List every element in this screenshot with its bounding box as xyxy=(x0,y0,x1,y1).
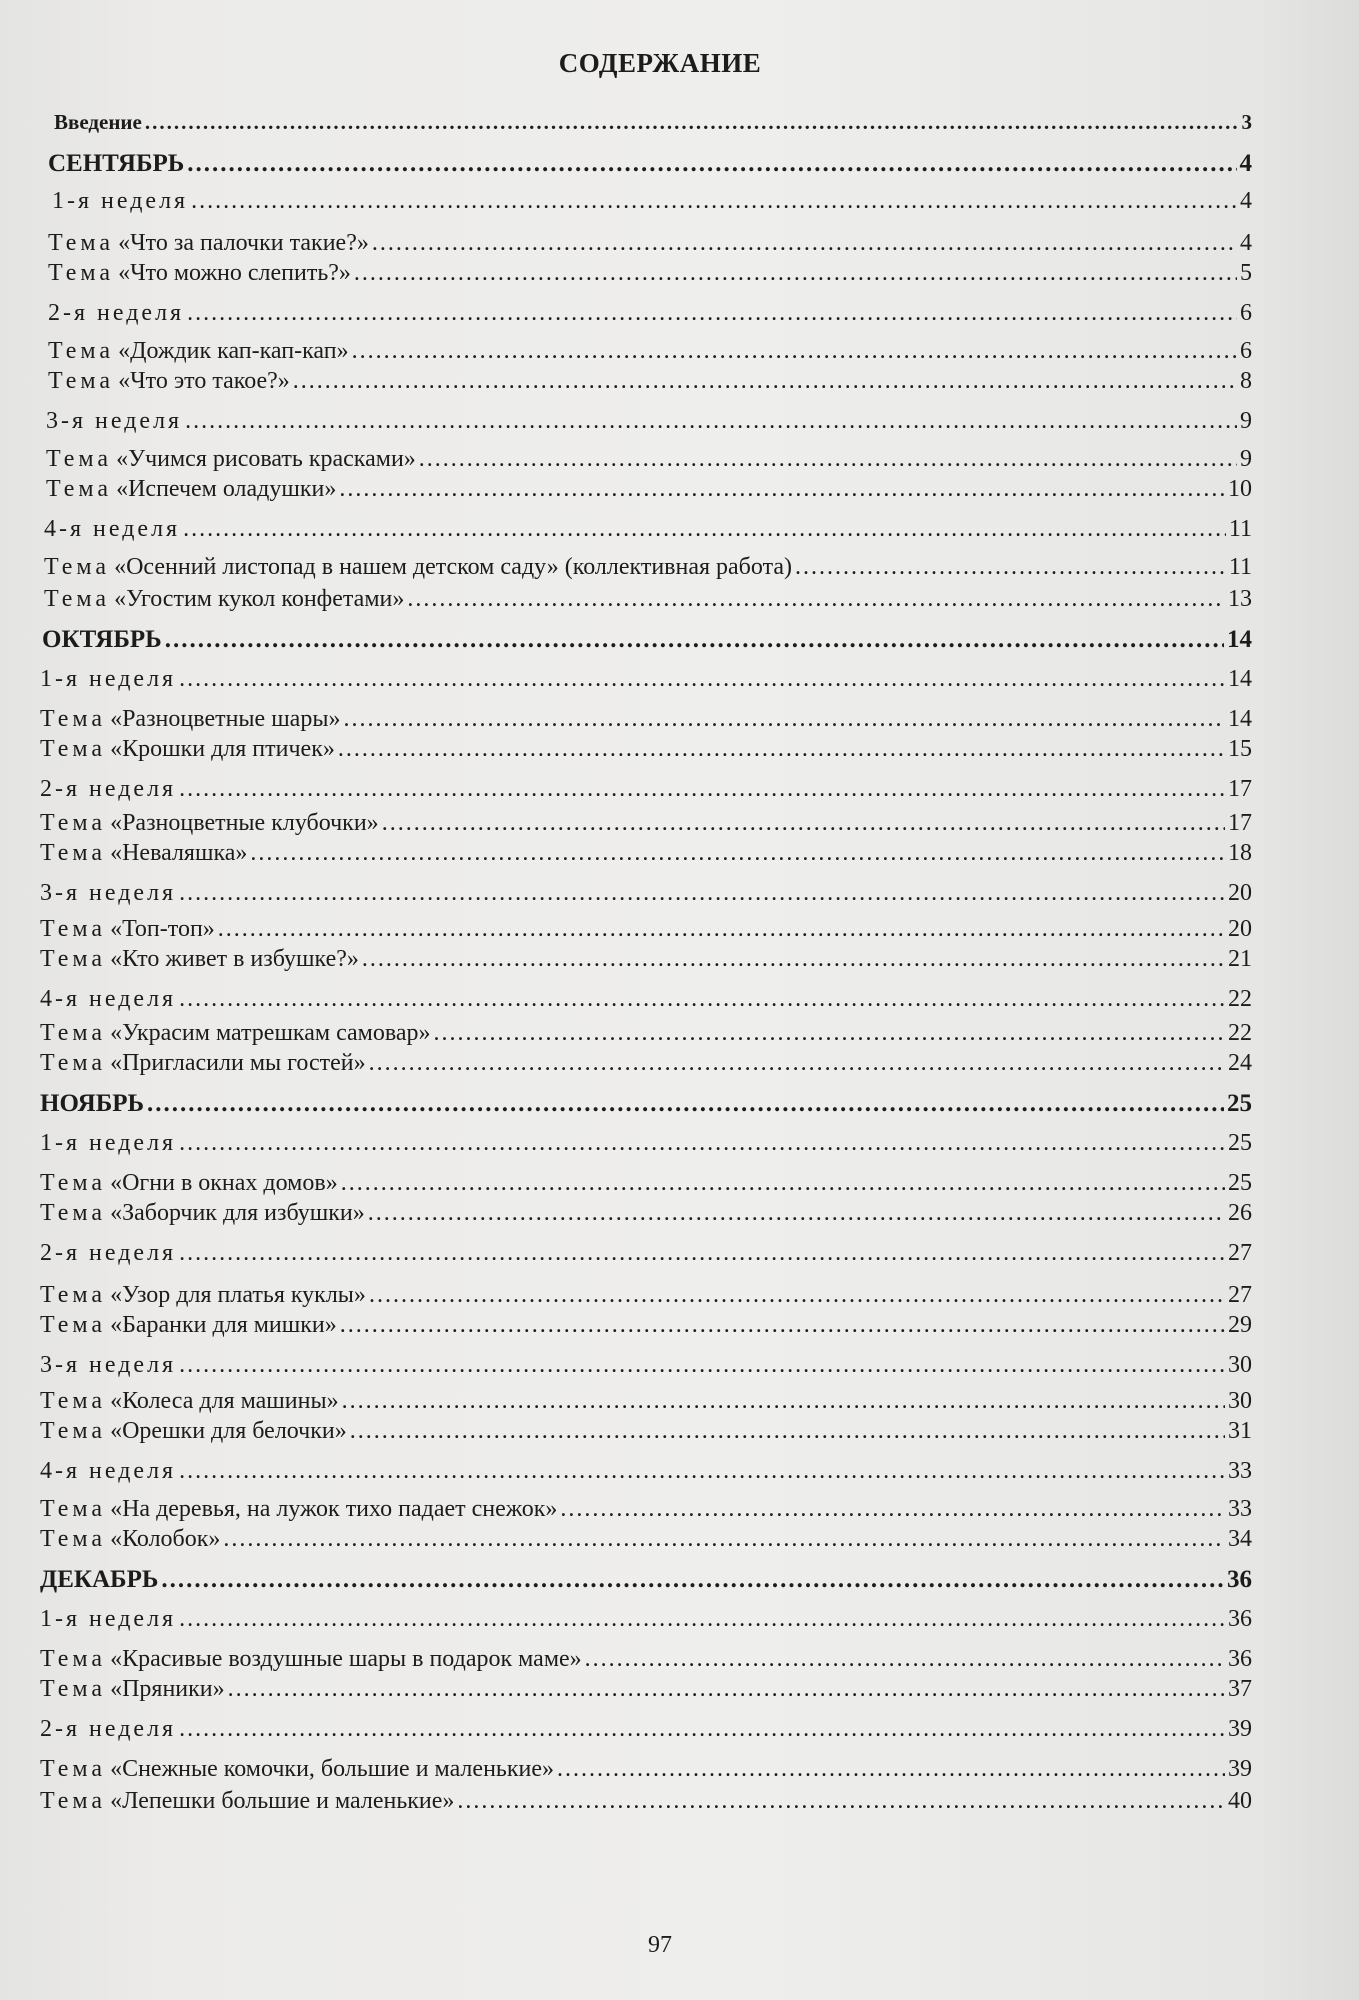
toc-entry-page: 37 xyxy=(1228,1676,1252,1702)
toc-entry-label xyxy=(40,946,359,973)
topic-title: «Колобок» xyxy=(110,1526,221,1552)
topic-title: «Что это такое?» xyxy=(118,368,290,394)
toc-entry-31 xyxy=(40,1200,1252,1230)
topic-title: «Баранки для мишки» xyxy=(110,1312,337,1338)
page-title: СОДЕРЖАНИЕ xyxy=(558,48,762,78)
toc-entry-label: ОКТЯБРЬ xyxy=(42,626,162,653)
toc-entry-label: НОЯБРЬ xyxy=(40,1090,145,1117)
toc-entry-page: 33 xyxy=(1228,1458,1252,1484)
topic-prefix: Тема xyxy=(40,1312,107,1338)
toc-entry-25 xyxy=(40,986,1252,1016)
toc-entry-10 xyxy=(46,446,1252,476)
dot-leader xyxy=(179,776,1225,803)
toc-entry-page: 25 xyxy=(1228,1170,1252,1196)
toc-entry-label: СЕНТЯБРЬ xyxy=(48,150,185,177)
topic-title: «На деревья, на лужок тихо падает снежок» xyxy=(110,1496,558,1522)
topic-prefix: Тема xyxy=(40,810,107,836)
toc-entry-page: 14 xyxy=(1227,626,1252,653)
toc-entry-page: 17 xyxy=(1228,776,1252,802)
toc-entry-page: 39 xyxy=(1228,1716,1252,1742)
toc-entry-page: 29 xyxy=(1228,1312,1252,1338)
dot-leader xyxy=(183,516,1226,543)
toc-entry-label xyxy=(40,1676,225,1703)
dot-leader xyxy=(369,1282,1225,1309)
toc-entry-46 xyxy=(40,1756,1252,1786)
dot-leader xyxy=(223,1526,1225,1553)
toc-entry-40 xyxy=(40,1526,1252,1556)
toc-entry-18 xyxy=(40,736,1252,766)
dot-leader xyxy=(179,880,1225,907)
dot-leader xyxy=(187,150,1236,178)
topic-title: «Пригласили мы гостей» xyxy=(110,1050,366,1076)
toc-entry-33 xyxy=(40,1282,1252,1312)
topic-title: «Что можно слепить?» xyxy=(118,260,351,286)
toc-entry-label xyxy=(46,446,416,473)
topic-title: «Узор для платья куклы» xyxy=(110,1282,366,1308)
dot-leader xyxy=(352,338,1237,365)
toc-entry-label: 4-я неделя xyxy=(40,986,177,1012)
toc-entry-page: 34 xyxy=(1228,1526,1252,1552)
dot-leader xyxy=(339,476,1225,503)
toc-entry-label xyxy=(40,1312,337,1339)
page-number: 97 xyxy=(648,1932,672,1958)
dot-leader xyxy=(434,1020,1225,1047)
toc-entry-page: 22 xyxy=(1228,986,1252,1012)
dot-leader xyxy=(250,840,1225,867)
toc-entry-label xyxy=(44,586,404,613)
toc-entry-label: 1-я неделя xyxy=(40,1130,177,1156)
dot-leader xyxy=(407,586,1225,613)
toc-entry-page: 25 xyxy=(1227,1090,1252,1117)
toc-entry-label xyxy=(40,706,340,733)
topic-title: «Пряники» xyxy=(110,1676,225,1702)
dot-leader xyxy=(179,1240,1225,1267)
toc-entry-13 xyxy=(44,554,1252,584)
dot-leader xyxy=(795,554,1226,581)
toc-entry-12 xyxy=(44,516,1252,546)
toc-entry-45 xyxy=(40,1716,1252,1746)
toc-entry-page: 14 xyxy=(1228,666,1252,692)
topic-prefix: Тема xyxy=(40,1788,107,1814)
topic-prefix: Тема xyxy=(40,1020,107,1046)
dot-leader xyxy=(350,1418,1225,1445)
toc-entry-page: 22 xyxy=(1228,1020,1252,1046)
toc-entry-page: 27 xyxy=(1228,1240,1252,1266)
toc-entry-30 xyxy=(40,1170,1252,1200)
dot-leader xyxy=(218,916,1225,943)
topic-title: «Красивые воздушные шары в подарок маме» xyxy=(110,1646,582,1672)
toc-entry-page: 13 xyxy=(1228,586,1252,612)
topic-title: «Дождик кап-кап-кап» xyxy=(118,338,349,364)
toc-entry-9 xyxy=(46,408,1252,438)
topic-title: «Осенний листопад в нашем детском саду» (коллективная работа) xyxy=(114,554,792,580)
toc-entry-label xyxy=(40,1050,366,1077)
toc-entry-page: 36 xyxy=(1227,1566,1252,1593)
dot-leader xyxy=(369,1050,1225,1077)
toc-entry-41 xyxy=(40,1566,1252,1596)
topic-prefix: Тема xyxy=(48,338,115,364)
toc-entry-8 xyxy=(48,368,1252,398)
toc-entry-3 xyxy=(52,188,1252,218)
toc-entry-label xyxy=(40,916,215,943)
dot-leader xyxy=(179,1458,1225,1485)
topic-prefix: Тема xyxy=(48,368,115,394)
dot-leader xyxy=(338,736,1225,763)
toc-entry-page: 3 xyxy=(1241,110,1252,134)
toc-entry-label xyxy=(40,1170,338,1197)
toc-entry-37 xyxy=(40,1418,1252,1448)
toc-entry-23 xyxy=(40,916,1252,946)
dot-leader xyxy=(179,1606,1225,1633)
toc-entry-19 xyxy=(40,776,1252,806)
dot-leader xyxy=(372,230,1237,257)
toc-entry-label xyxy=(40,1418,347,1445)
dot-leader xyxy=(382,810,1225,837)
topic-prefix: Тема xyxy=(40,1170,107,1196)
toc-entry-39 xyxy=(40,1496,1252,1526)
dot-leader xyxy=(419,446,1237,473)
toc-entry-label xyxy=(44,554,792,581)
topic-prefix: Тема xyxy=(40,916,107,942)
toc-entry-page: 27 xyxy=(1228,1282,1252,1308)
toc-entry-page: 21 xyxy=(1228,946,1252,972)
toc-entry-26 xyxy=(40,1020,1252,1050)
toc-entry-14 xyxy=(44,586,1252,616)
dot-leader xyxy=(354,260,1237,287)
toc-entry-page: 20 xyxy=(1228,916,1252,942)
toc-entry-label xyxy=(40,810,379,837)
toc-entry-29 xyxy=(40,1130,1252,1160)
toc-entry-label: 4-я неделя xyxy=(44,516,181,542)
topic-title: «Украсим матрешкам самовар» xyxy=(110,1020,431,1046)
toc-entry-page: 25 xyxy=(1228,1130,1252,1156)
topic-prefix: Тема xyxy=(40,1646,107,1672)
toc-entry-page: 10 xyxy=(1228,476,1252,502)
topic-prefix: Тема xyxy=(44,554,111,580)
topic-prefix: Тема xyxy=(40,1496,107,1522)
toc-entry-label: 2-я неделя xyxy=(48,300,185,326)
topic-prefix: Тема xyxy=(40,946,107,972)
toc-entry-label xyxy=(40,1200,365,1227)
topic-prefix: Тема xyxy=(40,1756,107,1782)
toc-entry-page: 6 xyxy=(1240,300,1252,326)
toc-entry-page: 24 xyxy=(1228,1050,1252,1076)
toc-entry-label xyxy=(48,368,290,395)
toc-entry-6 xyxy=(48,300,1252,330)
dot-leader xyxy=(145,110,1239,135)
dot-leader xyxy=(165,626,1224,654)
toc-entry-label xyxy=(40,1020,431,1047)
toc-entry-7 xyxy=(48,338,1252,368)
dot-leader xyxy=(457,1788,1225,1815)
topic-title: «Кто живет в избушке?» xyxy=(110,946,359,972)
toc-entry-page: 5 xyxy=(1240,260,1252,286)
toc-entry-label: 2-я неделя xyxy=(40,1716,177,1742)
toc-entry-17 xyxy=(40,706,1252,736)
topic-title: «Что за палочки такие?» xyxy=(118,230,369,256)
dot-leader xyxy=(368,1200,1225,1227)
toc-entry-page: 11 xyxy=(1228,516,1252,542)
toc-entry-label xyxy=(40,1788,454,1815)
toc-entry-21 xyxy=(40,840,1252,870)
toc-entry-label: 4-я неделя xyxy=(40,1458,177,1484)
topic-prefix: Тема xyxy=(46,476,113,502)
toc-entry-28 xyxy=(40,1090,1252,1120)
toc-entry-4 xyxy=(48,230,1252,260)
toc-entry-15 xyxy=(42,626,1252,656)
toc-entry-page: 20 xyxy=(1228,880,1252,906)
topic-prefix: Тема xyxy=(46,446,113,472)
topic-title: «Заборчик для избушки» xyxy=(110,1200,365,1226)
toc-entry-label: 1-я неделя xyxy=(40,666,177,692)
toc-entry-42 xyxy=(40,1606,1252,1636)
topic-prefix: Тема xyxy=(40,1282,107,1308)
topic-prefix: Тема xyxy=(40,706,107,732)
topic-title: «Учимся рисовать красками» xyxy=(116,446,416,472)
dot-leader xyxy=(179,666,1225,693)
toc-entry-page: 40 xyxy=(1228,1788,1252,1814)
topic-prefix: Тема xyxy=(40,840,107,866)
toc-entry-page: 26 xyxy=(1228,1200,1252,1226)
dot-leader xyxy=(293,368,1237,395)
toc-entry-label: 3-я неделя xyxy=(46,408,183,434)
topic-prefix: Тема xyxy=(40,736,107,762)
topic-title: «Орешки для белочки» xyxy=(110,1418,347,1444)
toc-entry-label: Введение xyxy=(54,110,142,134)
toc-entry-label xyxy=(40,1526,220,1553)
toc-entry-32 xyxy=(40,1240,1252,1270)
toc-entry-35 xyxy=(40,1352,1252,1382)
toc-entry-11 xyxy=(46,476,1252,506)
topic-prefix: Тема xyxy=(40,1526,107,1552)
dot-leader xyxy=(342,1388,1225,1415)
toc-entry-label: 3-я неделя xyxy=(40,1352,177,1378)
topic-prefix: Тема xyxy=(48,230,115,256)
toc-entry-page: 6 xyxy=(1240,338,1252,364)
toc-entry-label xyxy=(40,1646,582,1673)
dot-leader xyxy=(179,1352,1225,1379)
topic-prefix: Тема xyxy=(40,1200,107,1226)
toc-entry-page: 14 xyxy=(1228,706,1252,732)
toc-entry-34 xyxy=(40,1312,1252,1342)
topic-prefix: Тема xyxy=(40,1418,107,1444)
dot-leader xyxy=(341,1170,1225,1197)
topic-title: «Неваляшка» xyxy=(110,840,248,866)
toc-entry-22 xyxy=(40,880,1252,910)
toc-entry-24 xyxy=(40,946,1252,976)
toc-entry-47 xyxy=(40,1788,1252,1818)
topic-title: «Крошки для птичек» xyxy=(110,736,335,762)
dot-leader xyxy=(191,188,1237,215)
dot-leader xyxy=(179,986,1225,1013)
toc-entry-5 xyxy=(48,260,1252,290)
toc-entry-2 xyxy=(48,150,1252,180)
toc-entry-page: 15 xyxy=(1228,736,1252,762)
dot-leader xyxy=(187,300,1237,327)
dot-leader xyxy=(557,1756,1225,1783)
toc-entry-label xyxy=(40,1756,554,1783)
dot-leader xyxy=(179,1716,1225,1743)
dot-leader xyxy=(147,1090,1224,1118)
topic-prefix: Тема xyxy=(40,1676,107,1702)
toc-entry-label: 2-я неделя xyxy=(40,776,177,802)
toc-entry-label: 1-я неделя xyxy=(52,188,189,214)
toc-entry-label xyxy=(48,230,369,257)
toc-entry-20 xyxy=(40,810,1252,840)
dot-leader xyxy=(161,1566,1224,1594)
dot-leader xyxy=(343,706,1225,733)
topic-title: «Угостим кукол конфетами» xyxy=(114,586,405,612)
toc-entry-label xyxy=(40,840,247,867)
topic-title: «Огни в окнах домов» xyxy=(110,1170,338,1196)
dot-leader xyxy=(340,1312,1225,1339)
toc-entry-38 xyxy=(40,1458,1252,1488)
toc-entry-label xyxy=(46,476,336,503)
topic-title: «Колеса для машины» xyxy=(110,1388,339,1414)
toc-entry-label xyxy=(40,1388,339,1415)
dot-leader xyxy=(185,408,1237,435)
toc-entry-page: 4 xyxy=(1240,230,1252,256)
dot-leader xyxy=(362,946,1225,973)
topic-title: «Разноцветные клубочки» xyxy=(110,810,379,836)
topic-title: «Топ-топ» xyxy=(110,916,215,942)
topic-prefix: Тема xyxy=(48,260,115,286)
toc-entry-page: 18 xyxy=(1228,840,1252,866)
toc-entry-27 xyxy=(40,1050,1252,1080)
dot-leader xyxy=(585,1646,1225,1673)
toc-entry-page: 36 xyxy=(1228,1646,1252,1672)
dot-leader xyxy=(228,1676,1225,1703)
toc-entry-page: 33 xyxy=(1228,1496,1252,1522)
topic-title: «Снежные комочки, большие и маленькие» xyxy=(110,1756,555,1782)
toc-entry-44 xyxy=(40,1676,1252,1706)
toc-entry-43 xyxy=(40,1646,1252,1676)
toc-entry-label xyxy=(48,260,351,287)
toc-entry-label: ДЕКАБРЬ xyxy=(40,1566,159,1593)
toc-entry-page: 31 xyxy=(1228,1418,1252,1444)
toc-entry-page: 4 xyxy=(1240,188,1252,214)
toc-entry-page: 8 xyxy=(1240,368,1252,394)
topic-title: «Лепешки большие и маленькие» xyxy=(110,1788,455,1814)
toc-entry-page: 36 xyxy=(1228,1606,1252,1632)
topic-title: «Разноцветные шары» xyxy=(110,706,341,732)
toc-entry-label: 1-я неделя xyxy=(40,1606,177,1632)
toc-entry-page: 30 xyxy=(1228,1352,1252,1378)
toc-entry-16 xyxy=(40,666,1252,696)
topic-prefix: Тема xyxy=(44,586,111,612)
topic-prefix: Тема xyxy=(40,1050,107,1076)
toc-entry-page: 11 xyxy=(1228,554,1252,580)
toc-entry-label xyxy=(48,338,349,365)
toc-entry-label: 3-я неделя xyxy=(40,880,177,906)
toc-entry-label xyxy=(40,1496,557,1523)
toc-entry-page: 9 xyxy=(1240,446,1252,472)
toc-entry-1 xyxy=(54,110,1252,140)
toc-entry-label xyxy=(40,1282,366,1309)
dot-leader xyxy=(560,1496,1225,1523)
toc-entry-label xyxy=(40,736,335,763)
toc-entry-label: 2-я неделя xyxy=(40,1240,177,1266)
toc-entry-page: 4 xyxy=(1239,150,1252,177)
toc-entry-page: 17 xyxy=(1228,810,1252,836)
toc-entry-page: 39 xyxy=(1228,1756,1252,1782)
toc-entry-page: 9 xyxy=(1240,408,1252,434)
toc-entry-page: 30 xyxy=(1228,1388,1252,1414)
toc-entry-36 xyxy=(40,1388,1252,1418)
topic-title: «Испечем оладушки» xyxy=(116,476,337,502)
topic-prefix: Тема xyxy=(40,1388,107,1414)
dot-leader xyxy=(179,1130,1225,1157)
